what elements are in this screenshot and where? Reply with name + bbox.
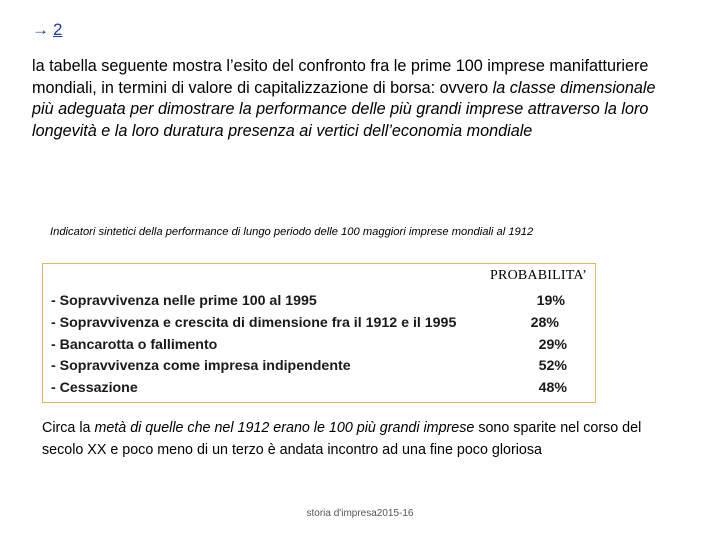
intro-text: la tabella seguente mostra l’esito del confronto fra le prime 100 imprese manifatturiere mondiali, in termini di valore di capitalizzazione di borsa: ovvero [32, 57, 649, 97]
row-label: - Sopravvivenza come impresa indipendente [51, 358, 351, 374]
row-label: - Cessazione [51, 380, 138, 396]
table-row [51, 293, 565, 314]
row-label: - Bancarotta o fallimento [51, 337, 218, 353]
row-value: 19% [536, 293, 565, 309]
arrow-right-icon: → [32, 20, 49, 39]
conclusion-italic-text: metà di quelle che nel 1912 erano le 100 più grandi imprese [94, 420, 475, 436]
slide-link-2[interactable] [32, 20, 62, 40]
row-value: 29% [538, 337, 567, 353]
table-caption: Indicatori sintetici della performance di lungo periodo delle 100 maggiori imprese mondiali al 1912 [50, 226, 534, 238]
row-label: - Sopravvivenza e crescita di dimensione fra il 1912 e il 1995 [51, 315, 457, 331]
slide-link-number: 2 [53, 20, 63, 39]
table-row [51, 380, 565, 401]
conclusion-paragraph [42, 418, 642, 461]
conclusion-text-start: Circa la [42, 420, 95, 436]
table-row [51, 315, 565, 336]
conclusion-text-end: sono sparite nel corso del secolo XX e poco meno di un terzo è andata incontro ad una fine poco gloriosa [42, 420, 642, 458]
intro-italic-text: la classe dimensionale più adeguata per dimostrare la performance delle più grandi imprese attraverso la loro longevità e la loro duratura presenza ai vertici dell’economia mondiale [32, 78, 656, 141]
table-row [51, 358, 565, 379]
probability-table [42, 263, 596, 403]
footer-text: storia d'impresa2015-16 [306, 508, 414, 519]
probability-header: PROBABILITA’ [490, 268, 587, 283]
table-row [51, 337, 565, 358]
intro-paragraph [32, 56, 672, 143]
row-value: 52% [538, 358, 567, 374]
row-value: 48% [538, 380, 567, 396]
row-label: - Sopravvivenza nelle prime 100 al 1995 [51, 293, 317, 309]
row-value: 28% [530, 315, 559, 331]
